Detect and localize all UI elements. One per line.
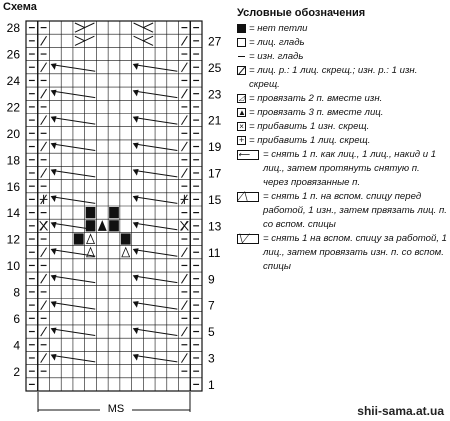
- row-number-left: 28: [6, 21, 20, 36]
- no-stitch-mark: [109, 207, 119, 218]
- legend-item-text: = нет петли: [249, 23, 308, 34]
- legend-item-text: = прибавить 1 изн. скрещ.: [249, 121, 370, 132]
- row-number-left: 20: [6, 126, 20, 141]
- row-number-left: 6: [13, 311, 20, 326]
- cable-right-icon: ╲╱: [237, 234, 259, 244]
- legend-item-text: = снять 1 п. на вспом. спицу перед работой, 1 изн., затем првязать лиц. п. со вспом. спицы: [263, 191, 447, 230]
- legend: [237, 6, 447, 274]
- row-number-right: 7: [208, 298, 215, 313]
- no-stitch-mark: [109, 220, 119, 231]
- row-number-right: 13: [208, 219, 222, 234]
- row-number-right: 25: [208, 60, 222, 75]
- row-number-left: 2: [13, 364, 20, 379]
- legend-item-text: = лиц. р.: 1 лиц. скрещ.; изн. р.: 1 изн. скрещ.: [249, 65, 418, 90]
- row-number-left: 18: [6, 153, 20, 168]
- row-number-left: 12: [6, 232, 20, 247]
- row-number-right: 15: [208, 193, 222, 208]
- row-number-right: 21: [208, 113, 222, 128]
- black-triangle-icon: ▲: [238, 108, 246, 117]
- row-number-left: 26: [6, 47, 20, 62]
- no-stitch-mark: [121, 233, 131, 244]
- row-number-right: 19: [208, 140, 222, 155]
- repeat-label: MS: [107, 403, 125, 415]
- row-number-right: 5: [208, 325, 215, 340]
- cable-left-icon: ╱╲: [237, 192, 259, 202]
- triangle-dec-icon: ◿: [238, 95, 245, 102]
- row-number-left: 4: [13, 338, 20, 353]
- row-number-left: 10: [6, 259, 20, 274]
- legend-item-text: = снять 1 на вспом. спицу за работой, 1 лиц., затем провязать изн. п. со вспом. спицы: [263, 233, 448, 272]
- legend-item-text: = провязать 3 п. вместе лиц.: [249, 107, 384, 118]
- legend-item: [237, 64, 447, 92]
- row-number-left: 8: [13, 285, 20, 300]
- cross-icon: ×: [237, 122, 246, 131]
- legend-item-text: = прибавить 1 лиц. скрещ.: [249, 135, 371, 146]
- legend-item: [237, 50, 447, 64]
- row-number-left: 22: [6, 100, 20, 115]
- row-number-right: 1: [208, 378, 215, 393]
- legend-item: [237, 134, 447, 148]
- watermark: shii-sama.at.ua: [357, 404, 444, 418]
- legend-item-text: = снять 1 п. как лиц., 1 лиц., накид и 1 лиц., затем протянуть снятую п. через провязанные п.: [263, 149, 437, 188]
- legend-item: [237, 190, 447, 232]
- row-number-right: 17: [208, 166, 222, 181]
- legend-item: [237, 92, 447, 106]
- legend-item: [237, 148, 447, 190]
- slash-icon: [237, 66, 246, 75]
- legend-item-text: = провязать 2 п. вместе изн.: [249, 93, 383, 104]
- legend-item: [237, 120, 447, 134]
- legend-title: Условные обозначения: [237, 7, 366, 19]
- long-slip-icon: ⟵: [237, 150, 259, 160]
- repeat-bracket: [38, 392, 190, 415]
- legend-item: [237, 36, 447, 50]
- row-number-left: 14: [6, 206, 20, 221]
- dash-icon: [237, 52, 246, 61]
- legend-item-text: = изн. гладь: [249, 51, 304, 62]
- plus-icon: +: [238, 135, 245, 145]
- row-number-left: 24: [6, 74, 20, 89]
- no-stitch-mark: [86, 220, 96, 231]
- row-number-left: 16: [6, 179, 20, 194]
- legend-item: [237, 22, 447, 36]
- legend-item: [237, 106, 447, 120]
- legend-item: [237, 232, 447, 274]
- row-number-right: 27: [208, 34, 222, 49]
- empty-square-icon: [237, 38, 246, 47]
- row-number-right: 3: [208, 351, 215, 366]
- row-number-right: 23: [208, 87, 222, 102]
- row-number-right: 9: [208, 272, 215, 287]
- no-stitch-mark: [74, 233, 84, 244]
- row-number-right: 11: [208, 245, 221, 260]
- black-square-icon: [237, 24, 246, 33]
- chart-title: Схема: [3, 1, 37, 13]
- no-stitch-mark: [86, 207, 96, 218]
- legend-item-text: = лиц. гладь: [249, 37, 305, 48]
